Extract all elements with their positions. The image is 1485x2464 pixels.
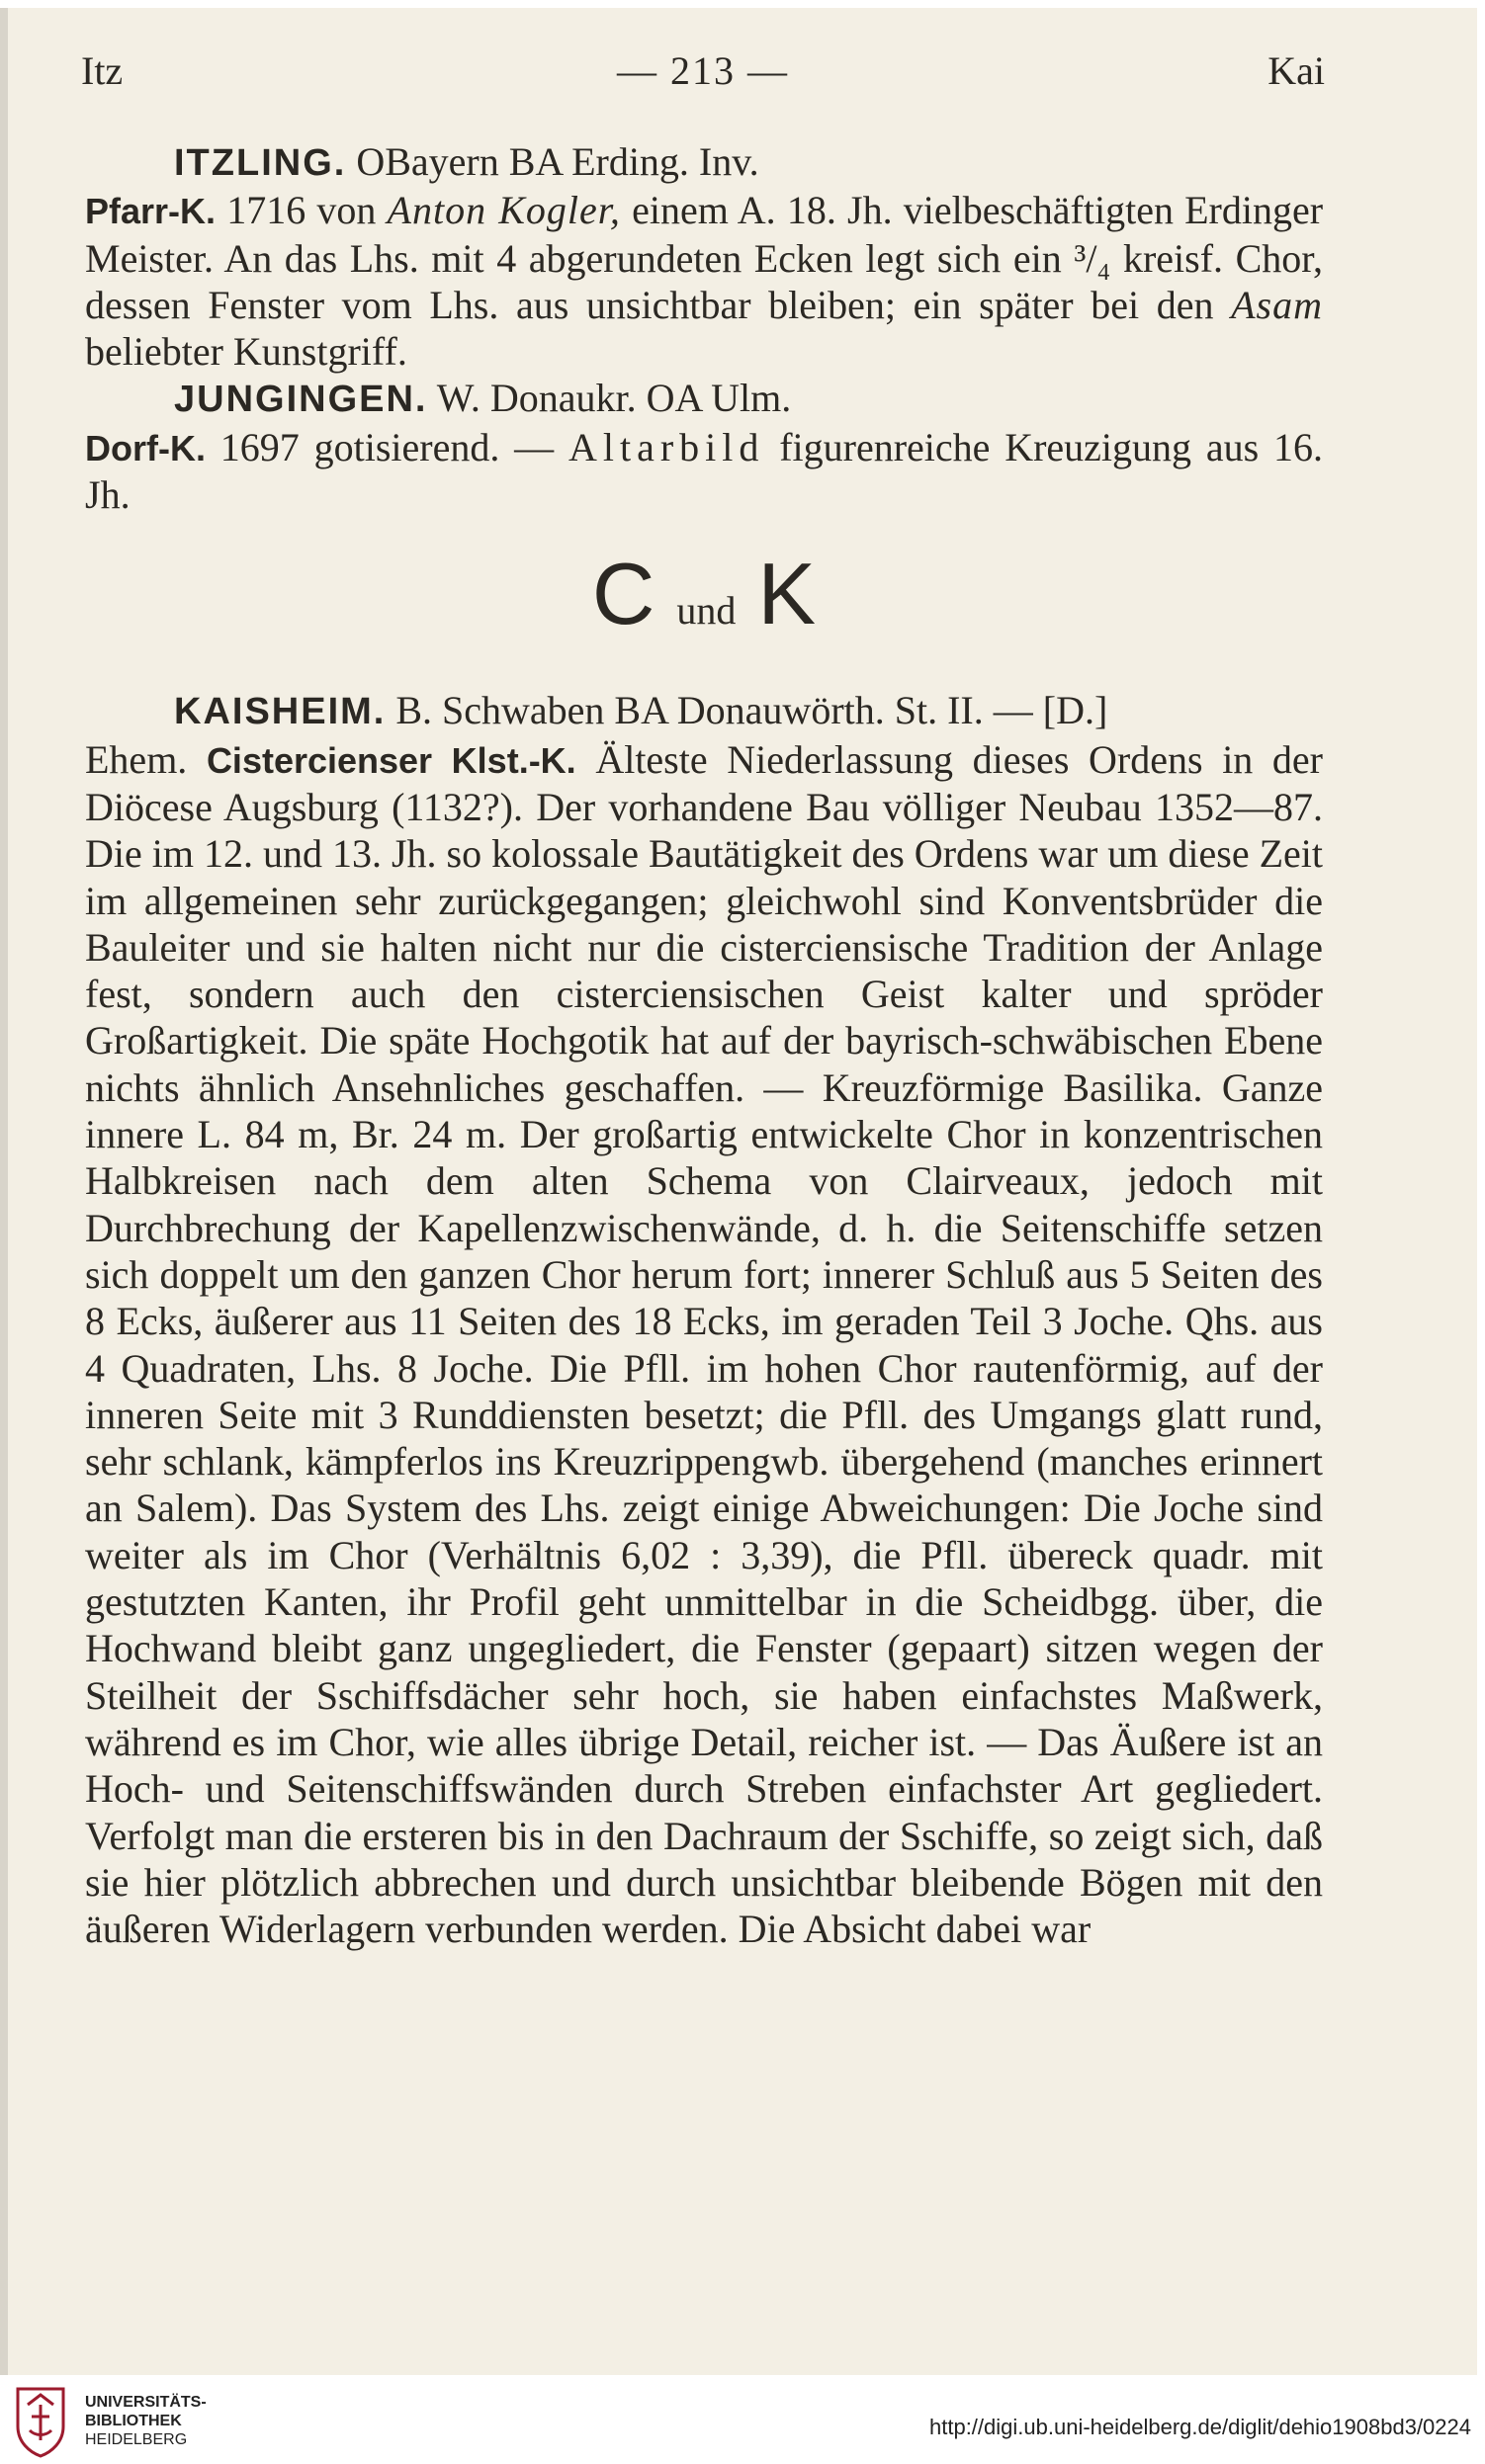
entry-location: W. Donaukr. OA Ulm. (436, 376, 792, 421)
entry-name: ITZLING. (174, 142, 347, 184)
library-name-line: BIBLIOTHEK (85, 2413, 182, 2429)
entry-jungingen-body (85, 424, 1323, 519)
running-head (81, 47, 1325, 107)
entry-kaisheim (85, 687, 1323, 735)
body-text: beliebter Kunstgriff. (85, 329, 407, 375)
spaced-term: Altarbild (568, 424, 765, 469)
footer-bar (0, 2375, 1485, 2464)
university-seal-icon (14, 2383, 67, 2458)
entry-location: B. Schwaben BA Donauwörth. St. II. — [D.] (395, 688, 1108, 733)
entry-itzling (85, 138, 1323, 187)
section-letter-c: C (591, 545, 655, 643)
artist-name: Anton Kogler, (387, 188, 621, 233)
entry-name: JUNGINGEN. (174, 379, 428, 421)
body-text: Älteste Niederlassung dieses Ordens in der Diöcese Augsburg (1132?). Der vorhandene Bau völliger Neubau 1352—87. Die im 12. und 13. Jh. so kolossale Bautätigkeit des Ordens war um diese Zeit im allgemeinen sehr zurückgegangen; gleichwohl sind Konventsbrüder die Bauleiter und sie halten nicht nur die cisterciensische Tradition der Anlage fest, sondern auch den cisterciensischen Geist kalter und spröder Großartigkeit. Die späte Hochgotik hat auf der bayrisch-schwäbischen Ebene nichts ähnlich Ansehnliches geschaffen. — Kreuzförmige Basilika. Ganze innere L. 84 m, Br. 24 m. Der großartig entwickelte Chor in konzentrischen Halbkreisen nach dem alten Schema von Clairveaux, jedoch mit Durchbrechung der Kapellenzwischenwände, d. h. die Seitenschiffe setzen sich doppelt um den ganzen Chor herum fort; innerer Schluß aus 5 Seiten des 8 Ecks, äußerer aus 11 Seiten des 18 Ecks, im geraden Teil 3 Joche. Qhs. aus 4 Quadraten, Lhs. 8 Joche. Die Pfll. im hohen Chor rautenförmig, auf der inneren Seite mit 3 Runddiensten besetzt; die Pfll. des Umgangs glatt rund, sehr schlank, kämpferlos ins Kreuzrippengwb. übergehend (manches erinnert an Salem). Das System des Lhs. zeigt einige Abweichungen: Die Joche sind weiter als im Chor (Verhältnis 6,02 : 3,39), die Pfll. übereck quadr. mit gestutzten Kanten, ihr Profil geht unmittelbar in die Scheidbgg. über, die Hochwand bleibt ganz ungegliedert, die Fenster (gepaart) sitzen wegen der Steilheit der Sschiffsdächer sehr hoch, sie haben einfachstes Maßwerk, während es im Chor, wie alles übrige Detail, reicher ist. — Das Äußere ist an Hoch- und Seitenschiffswänden durch Streben einfachster Art gegliedert. Verfolgt man die ersteren bis in den Dachraum der Sschiffe, so zeigt sich, daß sie hier plötzlich abbrechen und durch unsichtbar bleibende Bögen mit den äußeren Widerlagern verbunden werden. Die Absicht dabei war (85, 736, 1324, 1952)
header-left-keyword: Itz (81, 48, 124, 93)
header-right-keyword: Kai (1267, 48, 1325, 93)
body-text: Ehem. (85, 736, 188, 782)
body-text: einem A. 18. Jh. vielbeschäftigten Erdinger Meister. An das Lhs. mit 4 abgerundeten Ecken legt sich ein ³/₄ kreisf. Chor, dessen Fenster vom Lhs. aus unsichtbar bleiben; ein später bei den (85, 188, 1324, 327)
artist-name: Asam (1231, 282, 1324, 327)
building-label: Dorf-K. (85, 427, 206, 468)
entry-jungingen (85, 375, 1323, 423)
entry-kaisheim-body (85, 736, 1323, 1953)
section-letter-k: K (757, 545, 817, 643)
library-name-line: HEIDELBERG (85, 2431, 188, 2448)
body-text: 1716 von (226, 188, 377, 233)
page-number: — 213 — (617, 48, 789, 93)
entry-location: OBayern BA Erding. Inv. (356, 139, 759, 184)
section-heading (85, 540, 1323, 665)
body-text: 1697 gotisierend. — (219, 424, 555, 469)
entry-name: KAISHEIM. (174, 691, 387, 733)
section-connector: und (676, 588, 737, 634)
library-name (85, 2393, 207, 2449)
page-text (85, 138, 1323, 1952)
entry-itzling-body (85, 187, 1323, 375)
building-label: Cistercienser Klst.-K. (206, 739, 576, 781)
library-name-line: UNIVERSITÄTS- (85, 2394, 207, 2411)
building-label: Pfarr-K. (85, 191, 217, 232)
source-url[interactable]: http://digi.ub.uni-heidelberg.de/diglit/dehio1908bd3/0224 (929, 2415, 1471, 2439)
body-text: figurenreiche Kreuzigung aus 16. Jh. (85, 424, 1323, 518)
